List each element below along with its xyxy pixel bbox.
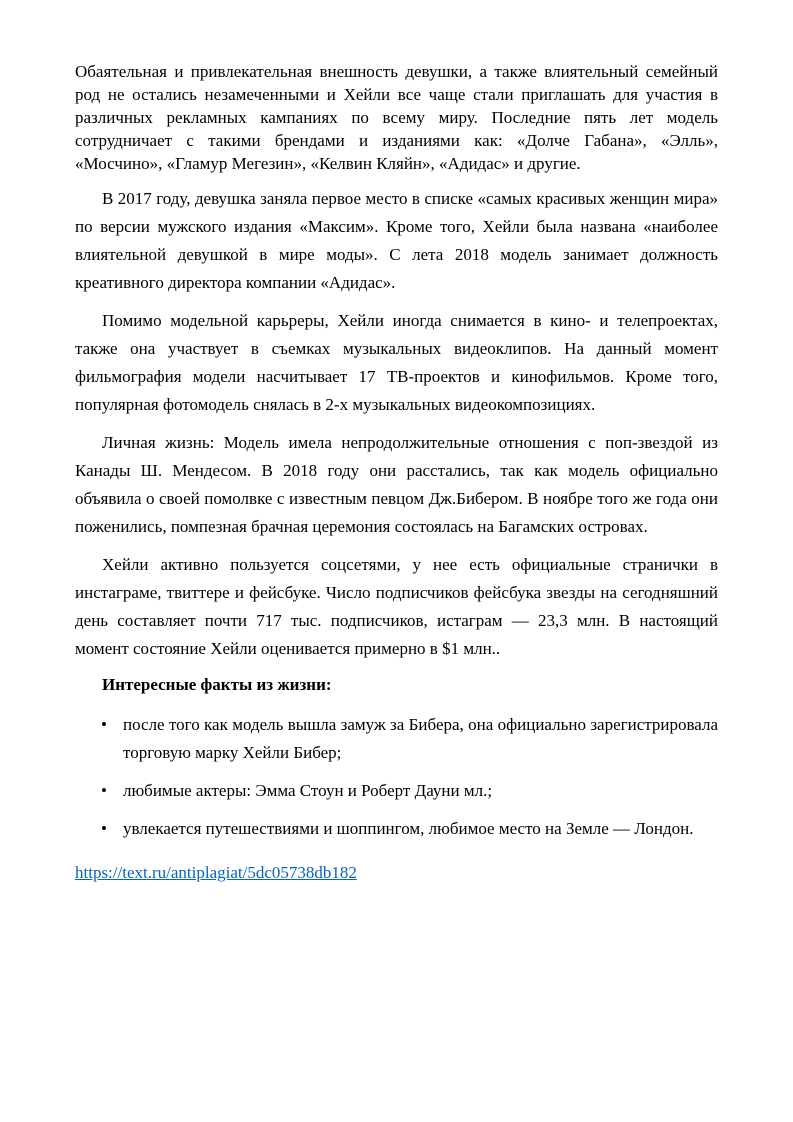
paragraph-maxim-rating: В 2017 году, девушка заняла первое место в списке «самых красивых женщин мира» по версии мужского издания «Максим». Кроме того, Хейли была названа «наиболее влиятельной девушкой в мире моды». С лета 2018 модель занимает должность креативного директора компании «Адидас».	[75, 189, 718, 292]
paragraph-personal-life: Личная жизнь: Модель имела непродолжительные отношения с поп-звездой из Канады Ш. Мендесом. В 2018 году они расстались, так как модель официально объявила о своей помолвке с известным певцом Дж.Бибером. В ноябре того же года они поженились, помпезная брачная церемония состоялась на Багамских островах.	[75, 433, 718, 536]
fact-text: любимые актеры: Эмма Стоун и Роберт Дауни мл.;	[123, 781, 493, 800]
bullet-icon: •	[101, 781, 107, 800]
bullet-icon: •	[101, 715, 107, 734]
antiplagiat-link[interactable]: https://text.ru/antiplagiat/5dc05738db182	[75, 863, 357, 882]
paragraph-filmography: Помимо модельной карьреры, Хейли иногда снимается в кино- и телепроектах, также она участвует в съемках музыкальных видеоклипов. На данный момент фильмография модели насчитывает 17 ТВ-проектов и кинофильмов. Кроме того, популярная фотомодель снялась в 2-х музыкальных видеокомпозициях.	[75, 311, 718, 414]
facts-heading: Интересные факты из жизни:	[102, 675, 332, 694]
paragraph-social-media: Хейли активно пользуется соцсетями, у нее есть официальные странички в инстаграме, твиттере и фейсбуке. Число подписчиков фейсбука звезды на сегодняшний день составляет почти 717 тыс. подписчиков, истаграм — 23,3 млн. В настоящий момент состояние Хейли оценивается примерно в $1 млн..	[75, 555, 718, 658]
list-item	[75, 711, 718, 767]
paragraph-career: Обаятельная и привлекательная внешность девушки, а также влиятельный семейный род не остались незамеченными и Хейли все чаще стали приглашать для участия в различных рекламных кампаниях по всему миру. Последние пять лет модель сотрудничает с такими брендами и изданиями как: «Долче Габана», «Элль», «Мосчино», «Гламур Мегезин», «Келвин Кляйн», «Адидас» и другие.	[75, 62, 718, 173]
facts-list	[75, 711, 718, 843]
fact-text: увлекается путешествиями и шоппингом, любимое место на Земле — Лондон.	[123, 819, 694, 838]
fact-text: после того как модель вышла замуж за Бибера, она официально зарегистрировала торговую марку Хейли Бибер;	[123, 715, 718, 762]
bullet-icon: •	[101, 819, 107, 838]
list-item	[75, 815, 718, 843]
list-item	[75, 777, 718, 805]
